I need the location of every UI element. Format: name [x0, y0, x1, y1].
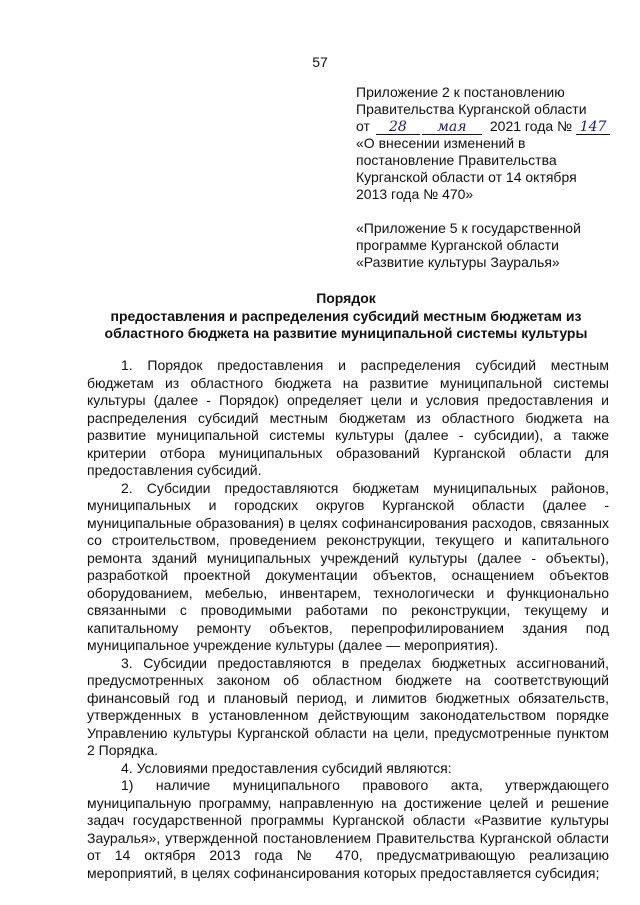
document-title — [76, 290, 616, 343]
paragraph: 1. Порядок предоставления и распределения субсидий местным бюджетам из областного бюджета на развитие муниципальной системы культуры (далее - Порядок) определяет цели и условия предоставления и распределения субсидий местным бюджетам из областного бюджета на развитие муниципальной системы культуры (далее - субсидии), а также критерии отбора муниципальных образований Курганской области для предоставления субсидий. — [87, 357, 609, 478]
handwritten-month: мая — [422, 120, 482, 135]
program-line: «Развитие культуры Зауралья» — [356, 254, 560, 270]
program-line: программе Курганской области — [356, 237, 559, 253]
resolution-date-line — [356, 118, 616, 135]
title-heading: Порядок — [316, 290, 376, 306]
program-line: «Приложение 5 к государственной — [356, 220, 581, 236]
year-text: 2021 года № — [489, 118, 573, 134]
handwritten-number: 147 — [576, 120, 610, 135]
paragraph: 4. Условиями предоставления субсидий являются: — [121, 759, 452, 776]
amend-line: постановление Правительства — [356, 152, 557, 168]
appendix-line: Правительства Курганской области — [356, 101, 587, 117]
handwritten-day: 28 — [376, 120, 420, 135]
amend-line: «О внесении изменений в — [356, 135, 526, 151]
title-subtitle: предоставления и распределения субсидий местным бюджетам из областного бюджета на развитие муниципальной системы культуры — [104, 307, 588, 341]
document-body — [87, 357, 609, 882]
from-prefix: от — [356, 118, 370, 134]
page-number: 57 — [312, 54, 328, 70]
appendix-header — [356, 84, 616, 271]
amend-line: Курганской области от 14 октября — [356, 169, 577, 185]
paragraph: 1) наличие муниципального правового акта, утверждающего муниципальную программу, направленную на достижение целей и решение задач государственной программы Курганской области «Развитие культуры Зауралья», утвержденной постановлением Правительства Курганской области от 14 октября 2013 года № 470, предусматривающую реализацию мероприятий, в целях софинансирования которых предоставляется субсидия; — [87, 777, 609, 881]
paragraph: 2. Субсидии предоставляются бюджетам муниципальных районов, муниципальных и городских округов Курганской области (далее - муниципальные образования) в целях софинансирования расходов, связанных со строительством, проведением реконструкции, текущего и капитального ремонта зданий муниципальных учреждений культуры (далее - объекты), разработкой проектной документации объектов, оснащением объектов оборудованием, мебелью, инвентарем, технологически и функционально связанными с проводимыми работами по реконструкции, текущему и капитальному ремонту объектов, перепрофилированием здания под муниципальное учреждение культуры (далее — мероприятия). — [87, 479, 609, 653]
paragraph: 3. Субсидии предоставляются в пределах бюджетных ассигнований, предусмотренных законом об областном бюджете на соответствующий финансовый год и плановый период, и лимитов бюджетных обязательств, утвержденных в установленном действующим законодательством порядке Управлению культуры Курганской области на цели, предусмотренные пунктом 2 Порядка. — [87, 654, 609, 758]
amend-line: 2013 года № 470» — [356, 186, 474, 202]
appendix-line: Приложение 2 к постановлению — [356, 84, 565, 100]
